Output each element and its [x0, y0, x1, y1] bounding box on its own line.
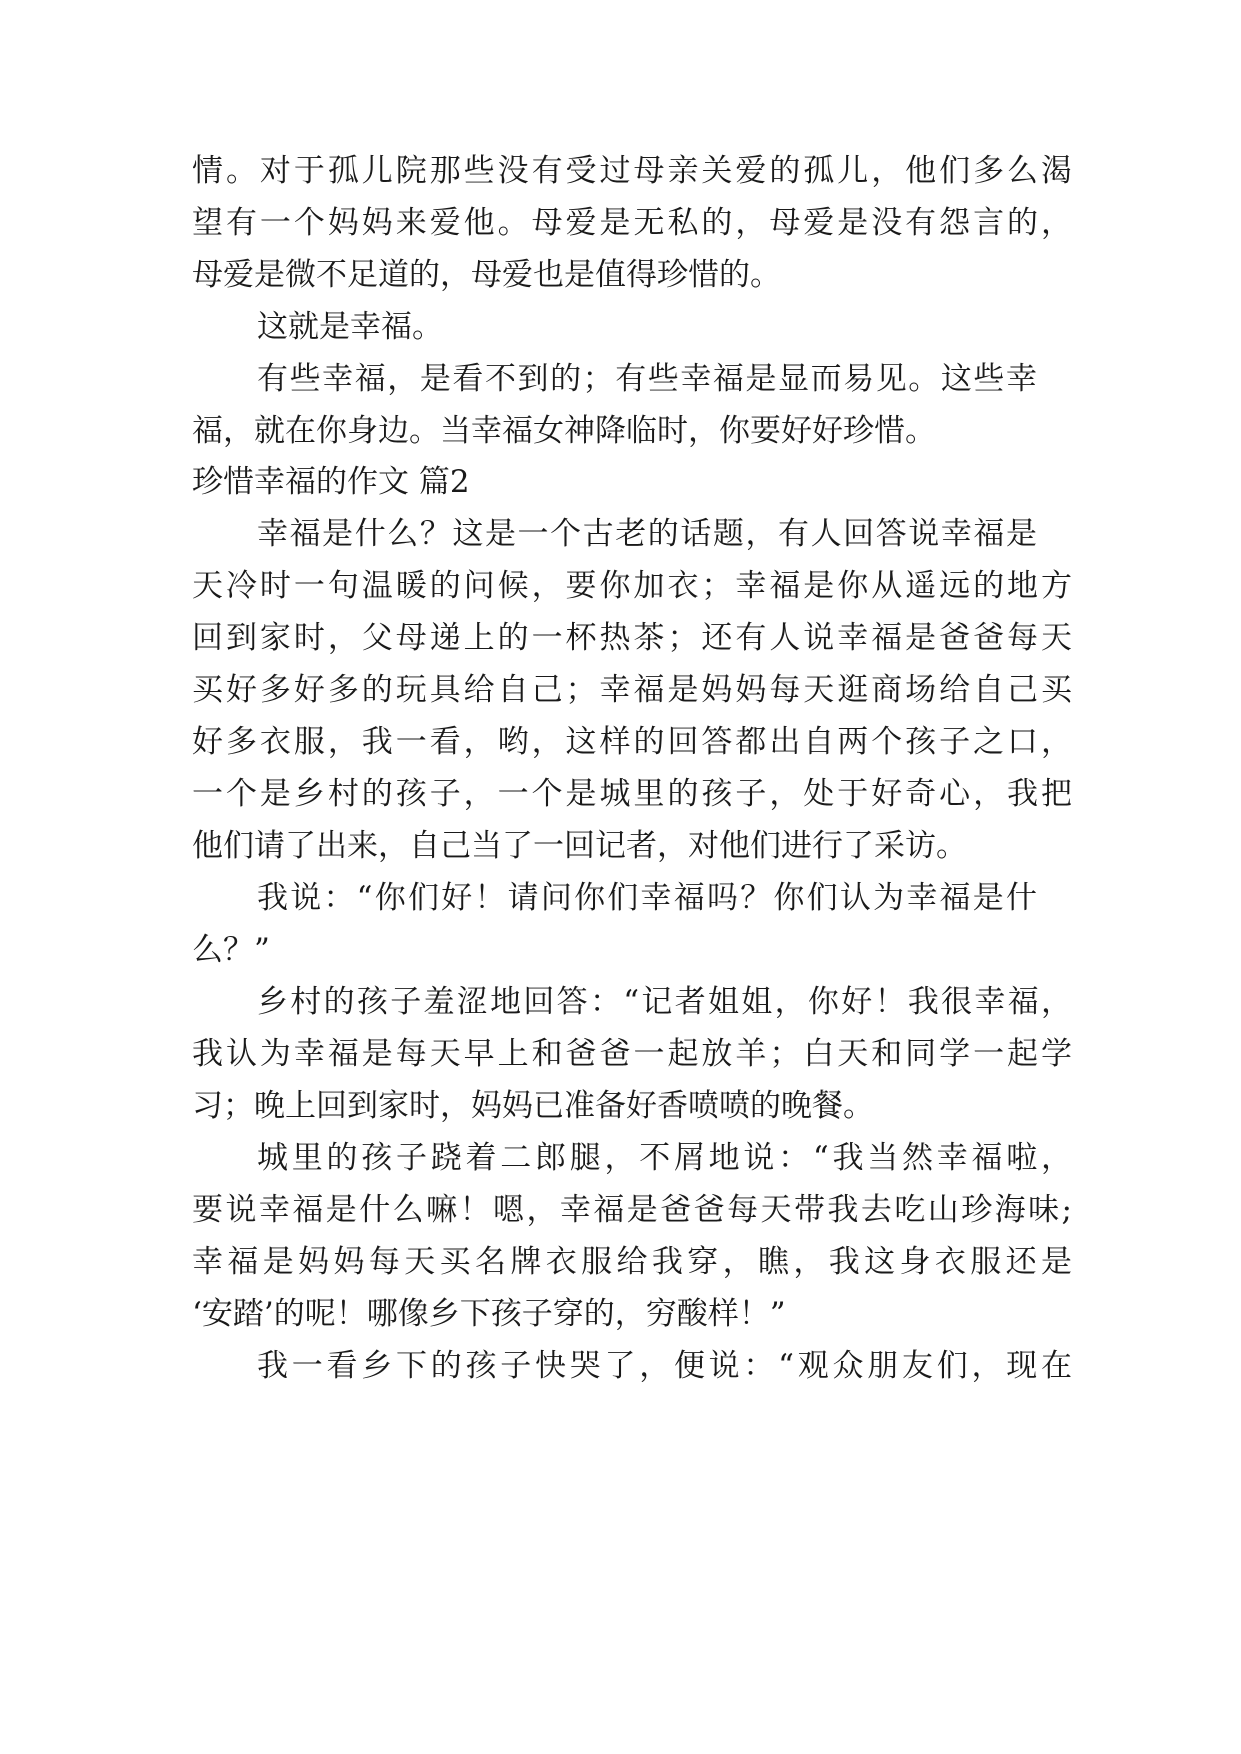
paragraph-line: 买好多好多的玩具给自己；幸福是妈妈每天逛商场给自己买 [192, 672, 1072, 708]
paragraph-line: 他们请了出来，自己当了一回记者，对他们进行了采访。 [192, 828, 967, 864]
paragraph-line: 回到家时，父母递上的一杯热茶；还有人说幸福是爸爸每天 [192, 620, 1072, 656]
paragraph-line: 我认为幸福是每天早上和爸爸一起放羊；白天和同学一起学 [192, 1036, 1072, 1072]
paragraph-line: 母爱是微不足道的，母爱也是值得珍惜的。 [192, 257, 781, 293]
section-heading: 珍惜幸福的作文 篇2 [192, 464, 470, 500]
paragraph-line: 望有一个妈妈来爱他。母爱是无私的，母爱是没有怨言的， [192, 205, 1072, 241]
paragraph-line: 情。对于孤儿院那些没有受过母亲关爱的孤儿，他们多么渴 [192, 153, 1072, 189]
paragraph-line: 这就是幸福。 [257, 309, 443, 345]
paragraph-line: 城里的孩子跷着二郎腿，不屑地说：“我当然幸福啦， [257, 1140, 1072, 1176]
paragraph-line: 我一看乡下的孩子快哭了，便说：“观众朋友们，现在 [257, 1348, 1072, 1384]
paragraph-line: 有些幸福，是看不到的；有些幸福是显而易见。这些幸 [257, 361, 1037, 397]
paragraph-line: 福，就在你身边。当幸福女神降临时，你要好好珍惜。 [192, 413, 936, 449]
paragraph-line: 乡村的孩子羞涩地回答：“记者姐姐，你好！我很幸福， [257, 984, 1072, 1020]
paragraph-line: 我说：“你们好！请问你们幸福吗？你们认为幸福是什 [257, 880, 1037, 916]
paragraph-line: 要说幸福是什么嘛！嗯，幸福是爸爸每天带我去吃山珍海味; [192, 1192, 1072, 1228]
paragraph-line: 好多衣服，我一看，哟，这样的回答都出自两个孩子之口， [192, 724, 1072, 760]
paragraph-line: 幸福是什么？这是一个古老的话题，有人回答说幸福是 [257, 516, 1037, 552]
paragraph-line: 习；晚上回到家时，妈妈已准备好香喷喷的晚餐。 [192, 1088, 874, 1124]
paragraph-line: 么？” [192, 932, 270, 968]
paragraph-line: 一个是乡村的孩子，一个是城里的孩子，处于好奇心，我把 [192, 776, 1072, 812]
paragraph-line: 幸福是妈妈每天买名牌衣服给我穿，瞧，我这身衣服还是 [192, 1244, 1072, 1280]
paragraph-line: 天冷时一句温暖的问候，要你加衣；幸福是你从遥远的地方 [192, 568, 1072, 604]
paragraph-line: ‘安踏’的呢！哪像乡下孩子穿的，穷酸样！” [192, 1296, 786, 1332]
